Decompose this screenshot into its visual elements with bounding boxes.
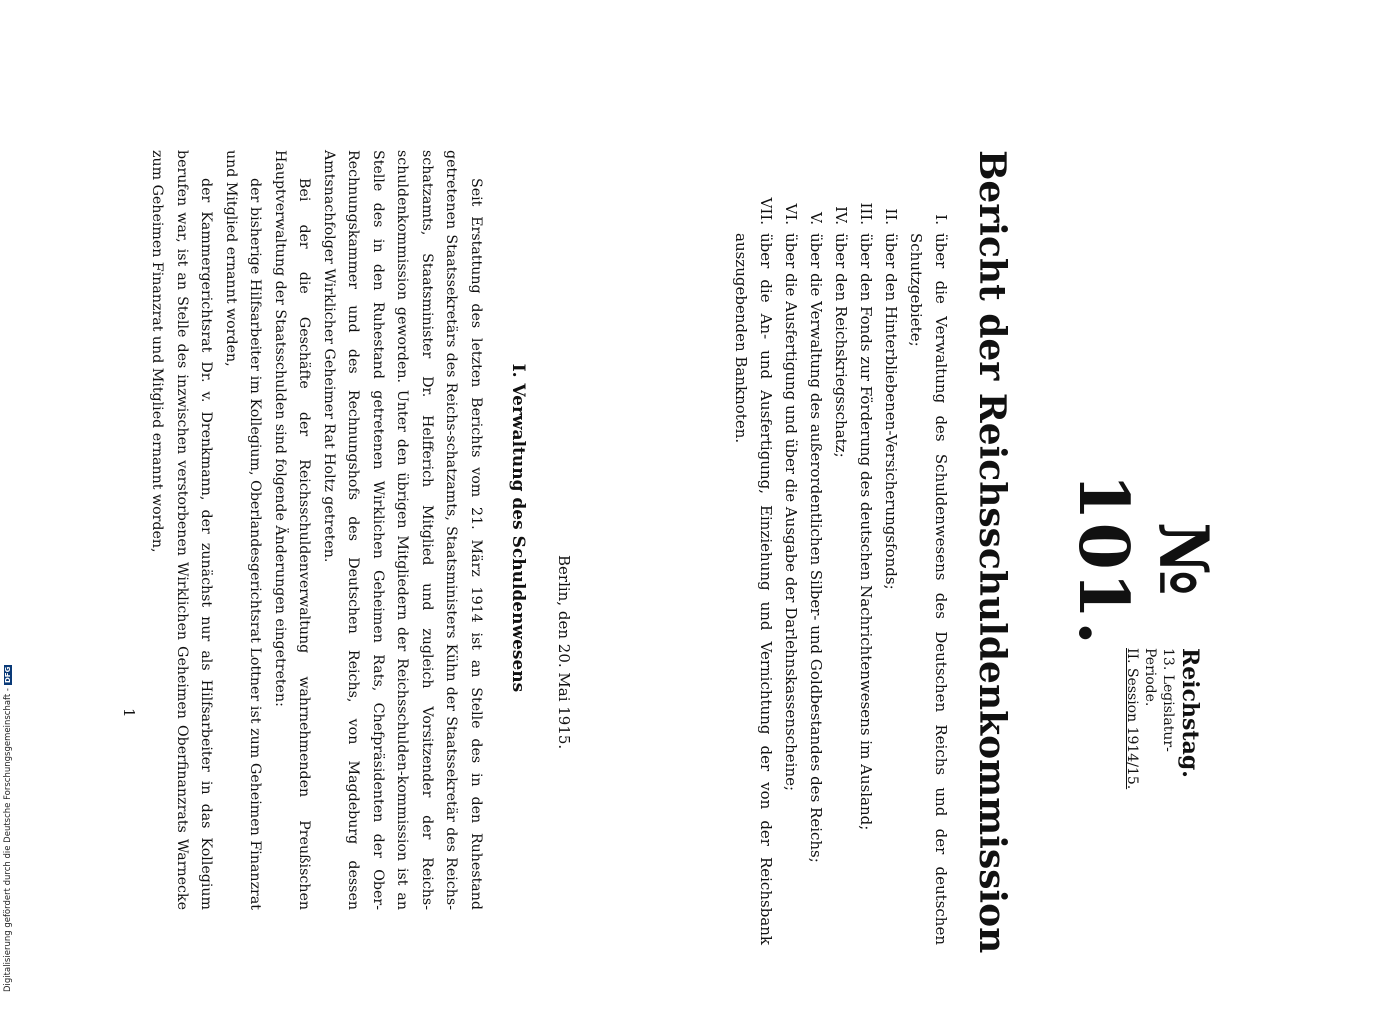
toc-item (778, 185, 803, 945)
page-number: 1 (120, 708, 138, 718)
toc-item-number: III. (857, 202, 875, 225)
toc-item-number: V. (807, 212, 825, 225)
toc-item (853, 185, 878, 945)
digitalization-text: Digitalisierung gefördert durch die Deutsche Forschungsgemeinschaft - (3, 688, 13, 992)
toc-item (903, 185, 953, 945)
toc-item-number: II. (882, 208, 900, 225)
header-title: Reichstag. (1177, 648, 1203, 778)
table-of-contents (728, 185, 953, 945)
toc-item (878, 185, 903, 945)
toc-item (828, 185, 853, 945)
toc-item-number: I. (932, 214, 950, 225)
toc-item-number: VII. (757, 197, 775, 225)
document-number: № 101. (1063, 473, 1223, 647)
body-text (145, 150, 488, 910)
section-heading: I. Verwaltung des Schuldenwesens (508, 363, 528, 693)
toc-item-text: über die Verwaltung des Schuldenwesens des Deutschen Reichs und der deutschen Schutzgebiete; (907, 233, 950, 945)
body-paragraph: Seit Erstattung des letzten Berichts vom 21. März 1914 ist an Stelle des in den Ruhestand getretenen Staatssekretärs des Reichs-schatzamts, Staatsministers Kühn der Staatssekretär des Reichs-schatzamts, Staatsminister Dr. Helfferich Mitglied und zugleich Vorsitzender der Reichs-schuldenkommission geworden. Unter den übrigen Mitgliedern der Reichsschulden-kommission ist an Stelle des in den Ruhestand getretenen Wirklichen Geheimen Rats, Chefpräsidenten der Ober-Rechnungskammer und des Rechnungshofs des Deutschen Reichs, von Magdeburg dessen Amtsnachfolger Wirklicher Geheimer Rat Holtz getreten. (321, 150, 484, 910)
toc-item-text: über den Hinterbliebenen-Versicherungsfonds; (882, 233, 900, 590)
document-title: Bericht der Reichsschuldenkommission (971, 150, 1013, 954)
toc-item-number: IV. (832, 206, 850, 225)
toc-item-number: VI. (782, 203, 800, 225)
header-period: 13. Legislatur-Periode. (1142, 648, 1176, 752)
toc-item-text: über die Verwaltung des außerordentlichen Silber- und Goldbestandes des Reichs; (807, 233, 825, 863)
body-paragraph: Bei der die Geschäfte der Reichsschuldenverwaltung wahrnehmenden Preußischen Hauptverwaltung der Staatsschulden sind folgende Änderungen eingetreten: (272, 150, 313, 910)
header-session: II. Session 1914/15. (1124, 648, 1140, 790)
toc-item-text: über die An- und Ausfertigung, Einziehung und Vernichtung der von der Reichsbank auszugebenden Banknoten. (732, 233, 775, 945)
document-date: Berlin, den 20. Mai 1915. (555, 555, 573, 750)
digitalization-note (3, 665, 13, 992)
toc-item-text: über den Fonds zur Förderung des deutschen Nachrichtenwesens im Ausland; (857, 233, 875, 831)
header-block (1123, 648, 1203, 808)
toc-item-text: über den Reichskriegsschatz; (832, 233, 850, 458)
toc-item (803, 185, 828, 945)
toc-item-text: über die Ausfertigung und über die Ausgabe der Darlehnskassenscheine; (782, 233, 800, 792)
body-paragraph: der bisherige Hilfsarbeiter im Kollegium, Oberlandesgerichtsrat Lottner ist zum Geheimen Finanzrat und Mitglied ernannt worden, (223, 150, 264, 910)
dfg-logo: DFG (4, 666, 12, 684)
body-paragraph: der Kammergerichtsrat Dr. v. Drenkmann, der zunächst nur als Hilfsarbeiter in das Kollegium berufen war, ist an Stelle des inzwischen verstorbenen Wirklichen Geheimen Oberfinanzrats Warnecke zum Geheimen Finanzrat und Mitglied ernannt worden, (149, 150, 215, 910)
toc-item (728, 185, 778, 945)
